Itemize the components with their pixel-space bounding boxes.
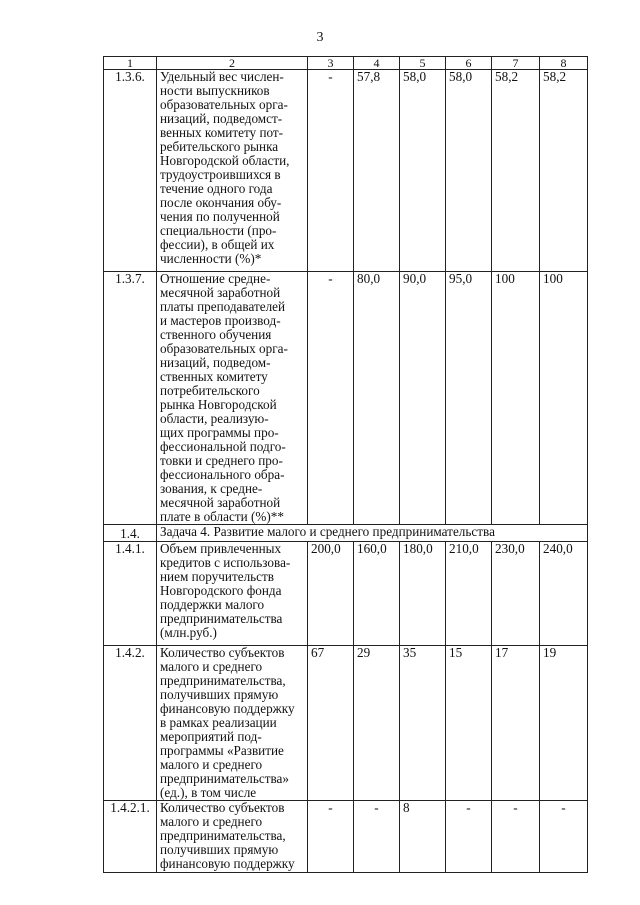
table-row bbox=[104, 70, 588, 272]
value-col-4: 160,0 bbox=[354, 542, 400, 646]
table-row bbox=[104, 646, 588, 801]
value-col-6: 210,0 bbox=[446, 542, 492, 646]
row-code: 1.4.2. bbox=[104, 646, 157, 801]
description-line: получивших прямую bbox=[160, 842, 279, 857]
value-col-4: - bbox=[354, 801, 400, 873]
value-col-6: 95,0 bbox=[446, 272, 492, 525]
description-line: предпринимательства, bbox=[160, 828, 286, 843]
description-line: фессиональной подго- bbox=[160, 439, 286, 454]
column-header-7: 7 bbox=[492, 57, 540, 70]
description-line: предпринимательства» bbox=[160, 771, 289, 786]
description-line: чения по полученной bbox=[160, 209, 280, 224]
description-line: кредитов с использова- bbox=[160, 555, 291, 570]
column-header-2: 2 bbox=[157, 57, 308, 70]
value-col-7: 17 bbox=[492, 646, 540, 801]
value-col-8: 240,0 bbox=[540, 542, 588, 646]
description-line: Новгородской области, bbox=[160, 153, 290, 168]
description-line: предпринимательства, bbox=[160, 673, 286, 688]
value-col-8: 58,2 bbox=[540, 70, 588, 272]
row-code: 1.4.1. bbox=[104, 542, 157, 646]
column-header-8: 8 bbox=[540, 57, 588, 70]
value-col-3: - bbox=[308, 801, 354, 873]
task-title: Задача 4. Развитие малого и среднего предпринимательства bbox=[157, 525, 588, 542]
description-line: фессионального обра- bbox=[160, 467, 285, 482]
description-line: финансовую поддержку bbox=[160, 856, 295, 871]
row-code: 1.3.6. bbox=[104, 70, 157, 272]
value-col-3: - bbox=[308, 70, 354, 272]
description-line: венных комитету пот- bbox=[160, 125, 284, 140]
indicator-description bbox=[157, 70, 308, 272]
description-line: месячной заработной bbox=[160, 495, 281, 510]
indicator-description bbox=[157, 801, 308, 873]
description-line: фессии), в общей их bbox=[160, 237, 275, 252]
description-line: программы «Развитие bbox=[160, 743, 284, 758]
value-col-8: 19 bbox=[540, 646, 588, 801]
value-col-5: 8 bbox=[400, 801, 446, 873]
description-line: специальности (про- bbox=[160, 223, 277, 238]
value-col-3: 67 bbox=[308, 646, 354, 801]
description-line: рынка Новгородской bbox=[160, 397, 277, 412]
description-line: малого и среднего bbox=[160, 659, 263, 674]
description-line: после окончания обу- bbox=[160, 195, 282, 210]
value-col-6: - bbox=[446, 801, 492, 873]
description-line: поддержки малого bbox=[160, 597, 265, 612]
value-col-5: 180,0 bbox=[400, 542, 446, 646]
value-col-7: 58,2 bbox=[492, 70, 540, 272]
description-line: ребительского рынка bbox=[160, 139, 279, 154]
description-line: ности выпускников bbox=[160, 83, 270, 98]
description-line: и мастеров производ- bbox=[160, 313, 281, 328]
description-line: трудоустроившихся в bbox=[160, 167, 281, 182]
description-line: малого и среднего bbox=[160, 757, 263, 772]
description-line: предпринимательства bbox=[160, 611, 283, 626]
description-line: ственных комитету bbox=[160, 369, 268, 384]
description-line: мероприятий под- bbox=[160, 729, 262, 744]
value-col-4: 29 bbox=[354, 646, 400, 801]
column-header-5: 5 bbox=[400, 57, 446, 70]
column-header-1: 1 bbox=[104, 57, 157, 70]
value-col-6: 15 bbox=[446, 646, 492, 801]
description-line: зования, к средне- bbox=[160, 481, 263, 496]
description-line: области, реализую- bbox=[160, 411, 269, 426]
value-col-8: 100 bbox=[540, 272, 588, 525]
row-code: 1.4. bbox=[104, 525, 157, 542]
indicator-description bbox=[157, 646, 308, 801]
description-line: получивших прямую bbox=[160, 687, 279, 702]
column-header-3: 3 bbox=[308, 57, 354, 70]
table-row bbox=[104, 801, 588, 873]
description-line: щих программы про- bbox=[160, 425, 279, 440]
table-header-row bbox=[104, 57, 588, 70]
description-line: образовательных орга- bbox=[160, 341, 288, 356]
description-line: Отношение средне- bbox=[160, 271, 271, 286]
description-line: Новгородского фонда bbox=[160, 583, 282, 598]
description-line: (млн.руб.) bbox=[160, 625, 217, 640]
column-header-4: 4 bbox=[354, 57, 400, 70]
indicator-description bbox=[157, 542, 308, 646]
value-col-8: - bbox=[540, 801, 588, 873]
description-line: численности (%)* bbox=[160, 251, 262, 266]
column-header-6: 6 bbox=[446, 57, 492, 70]
value-col-7: 230,0 bbox=[492, 542, 540, 646]
value-col-5: 35 bbox=[400, 646, 446, 801]
row-code: 1.4.2.1. bbox=[104, 801, 157, 873]
table-row bbox=[104, 542, 588, 646]
description-line: ственного обучения bbox=[160, 327, 272, 342]
description-line: Количество субъектов bbox=[160, 645, 285, 660]
description-line: Количество субъектов bbox=[160, 800, 285, 815]
description-line: нием поручительств bbox=[160, 569, 275, 584]
value-col-7: - bbox=[492, 801, 540, 873]
value-col-3: - bbox=[308, 272, 354, 525]
description-line: Удельный вес числен- bbox=[160, 69, 284, 84]
row-code: 1.3.7. bbox=[104, 272, 157, 525]
value-col-5: 58,0 bbox=[400, 70, 446, 272]
value-col-3: 200,0 bbox=[308, 542, 354, 646]
description-line: плате в области (%)** bbox=[160, 509, 284, 524]
value-col-4: 80,0 bbox=[354, 272, 400, 525]
description-line: течение одного года bbox=[160, 181, 273, 196]
indicators-table bbox=[103, 56, 588, 873]
description-line: образовательных орга- bbox=[160, 97, 288, 112]
page-number: 3 bbox=[316, 30, 324, 45]
description-line: месячной заработной bbox=[160, 285, 281, 300]
description-line: в рамках реализации bbox=[160, 715, 277, 730]
description-line: малого и среднего bbox=[160, 814, 263, 829]
description-line: низаций, подведомст- bbox=[160, 111, 283, 126]
table-row bbox=[104, 272, 588, 525]
value-col-4: 57,8 bbox=[354, 70, 400, 272]
description-line: низаций, подведом- bbox=[160, 355, 271, 370]
value-col-7: 100 bbox=[492, 272, 540, 525]
description-line: (ед.), в том числе bbox=[160, 785, 257, 800]
value-col-5: 90,0 bbox=[400, 272, 446, 525]
description-line: потребительского bbox=[160, 383, 260, 398]
description-line: платы преподавателей bbox=[160, 299, 286, 314]
description-line: Объем привлеченных bbox=[160, 541, 282, 556]
description-line: товки и среднего про- bbox=[160, 453, 283, 468]
task-row bbox=[104, 525, 588, 542]
description-line: финансовую поддержку bbox=[160, 701, 295, 716]
indicator-description bbox=[157, 272, 308, 525]
value-col-6: 58,0 bbox=[446, 70, 492, 272]
